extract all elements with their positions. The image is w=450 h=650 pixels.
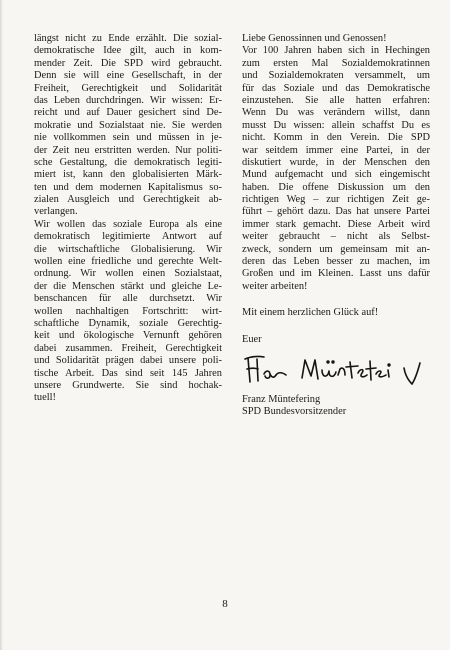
text-line: Liebe Genossinnen und Genossen! [242, 33, 387, 44]
text-line: und Sozialdemokraten versammelt, um [242, 70, 430, 82]
text-line: ordnung. Wir wollen einen Sozialstaat, [34, 268, 222, 280]
text-line: reicht und auf Dauer gesichert sind De- [34, 107, 222, 119]
text-line: und Solidarität prägen dabei unsere poli- [34, 355, 222, 367]
text-line: keit und ökologische Vernunft gehören [34, 330, 222, 342]
text-column-left [34, 33, 222, 405]
text-line: nie vollkommen sein und müssen in je- [34, 132, 222, 144]
text-line: Großen und im Kleinen. Lasst uns dafür [242, 268, 430, 280]
text-line: schaftliche Dynamik, soziale Gerechtig- [34, 317, 222, 329]
text-line: Vor 100 Jahren haben sich in Hechingen [242, 45, 430, 57]
text-line: unsere Grundwerte. Sie sind hochak- [34, 379, 222, 391]
text-line: der Zeit neu erstritten werden. Nur politi- [34, 144, 222, 156]
text-line: demokratisch legitimierte Antwort auf [34, 231, 222, 243]
text-line: musst Du wissen: allein schaffst Du es [242, 119, 430, 131]
text-line: verlangen. [34, 206, 78, 218]
text-line: der die Menschen stärkt und gleiche Le- [34, 280, 222, 292]
signatory-name: Franz Müntefering [242, 393, 321, 405]
text-line: zialen Ausgleich und Gerechtigkeit ab- [34, 194, 222, 206]
text-column-right [242, 33, 430, 419]
text-line: sche Gestaltung, die demokratisch legiti- [34, 156, 222, 168]
text-line: führt – gehört dazu. Das hat unsere Partei [242, 206, 430, 218]
text-line: miert ist, kann den globalisierten Märk- [34, 169, 222, 181]
text-line: dabei zusammen. Freiheit, Gerechtigkeit [34, 342, 222, 354]
signature-drawing [242, 348, 432, 392]
text-line: Mund aufgemacht und sich eingemischt [242, 169, 430, 181]
page-edge-shadow [0, 0, 3, 650]
text-line: tuell! [34, 392, 56, 404]
letter-body [242, 33, 430, 293]
signatory-title: SPD Bundesvorsitzender [242, 406, 347, 418]
handwritten-signature [242, 348, 432, 392]
text-line: nicht. Komm in den Verein. Die SPD [242, 132, 430, 144]
text-line: tische Arbeit. Das sind seit 145 Jahren [34, 367, 222, 379]
text-line: zweck, sondern um gemeinsam mit an- [242, 243, 430, 255]
text-line: längst nicht zu Ende erzählt. Die sozial- [34, 33, 222, 44]
paragraph-gap [242, 320, 430, 334]
text-line: demokratische Idee gilt, auch in kom- [34, 45, 222, 57]
closing-euer: Euer [242, 333, 262, 345]
text-line: haben. Die offene Diskussion um den [242, 181, 430, 193]
closing-greeting: Mit einem herzlichen Glück auf! [242, 307, 379, 319]
text-line: die wirtschaftliche Globalisierung. Wir [34, 243, 222, 255]
text-line: weiter arbeiten! [242, 280, 308, 292]
text-line: mender Zeit. Die SPD wird gebraucht. [34, 57, 222, 69]
text-line: richtigen Weg – zur richtigen Zeit ge- [242, 194, 430, 206]
text-line: wollen nachhaltigen Fortschritt: wirt- [34, 305, 222, 317]
text-line: Freiheit, Gerechtigkeit und Solidarität [34, 82, 222, 94]
text-line: immer stark gemacht. Diese Arbeit wird [242, 218, 430, 230]
text-line: Wenn Du was verändern willst, dann [242, 107, 430, 119]
text-line: benschancen für alle durchsetzt. Wir [34, 293, 222, 305]
text-line: einzustehen. Sie alle hatten erfahren: [242, 94, 430, 106]
paragraph-gap [242, 293, 430, 307]
text-line: ten und dem modernen Kapitalismus so- [34, 181, 222, 193]
text-line: zum ersten Mal Sozialdemokratinnen [242, 57, 430, 69]
text-line: das Leben durchdringen. Wir wissen: Er- [34, 94, 222, 106]
text-line: mokratie und Sozialstaat nie. Sie werden [34, 119, 222, 131]
text-line: war seitdem immer eine Partei, in der [242, 144, 430, 156]
text-line: für das Soziale und das Demokratische [242, 82, 430, 94]
text-line: Denn sie will eine Gesellschaft, in der [34, 70, 222, 82]
text-line: wollen eine friedliche und gerechte Welt- [34, 256, 222, 268]
text-line: Wir wollen das soziale Europa als eine [34, 218, 222, 230]
text-line: weiter gebraucht – nicht als Selbst- [242, 231, 430, 243]
text-line: deren das Leben besser zu machen, im [242, 256, 430, 268]
text-line: diskutiert wurde, in der Menschen den [242, 156, 430, 168]
page-number: 8 [222, 598, 228, 610]
